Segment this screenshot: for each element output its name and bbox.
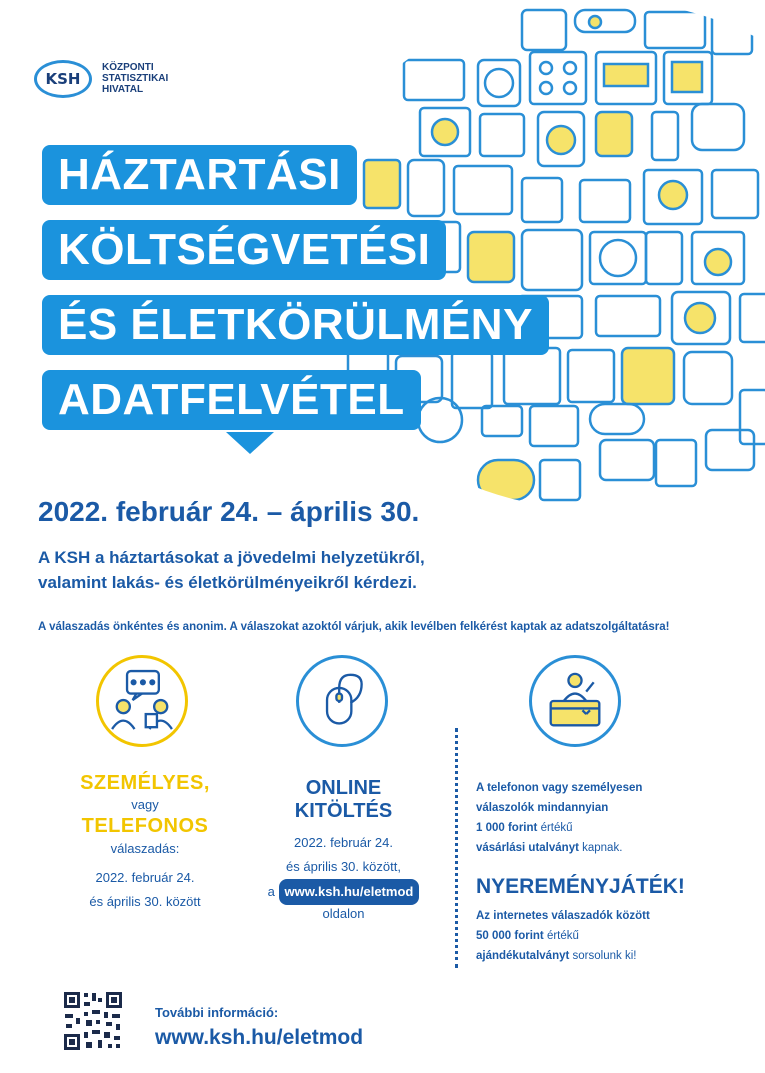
voucher-value-word: értékű	[540, 822, 573, 834]
col1-date-start: 2022. február 24.	[95, 870, 195, 885]
prize-line-1: Az internetes válaszadók között	[476, 910, 650, 922]
url-suffix: oldalon	[322, 906, 365, 921]
voucher-info	[476, 778, 642, 858]
col2-date-start: 2022. február 24.	[293, 835, 394, 850]
col2-date-end: és április 30. között,	[286, 859, 401, 874]
title-line-4: ADATFELVÉTEL	[42, 370, 421, 430]
voucher-amount: 1 000 forint	[476, 822, 538, 834]
more-info-label: További információ:	[155, 1005, 279, 1020]
voluntary-note: A válaszadás önkéntes és anonim. A válaszokat azoktól várjuk, akik levélben felkérést kaptak az adatszolgáltatásra!	[38, 621, 670, 633]
online-url-line	[256, 879, 431, 905]
or-connector: vagy	[131, 797, 159, 812]
online-column	[256, 777, 431, 923]
logo-line-2: STATISZTIKAI	[102, 73, 169, 84]
ksh-logo-mark: KSH	[34, 60, 92, 98]
voucher-receive: kapnak.	[582, 842, 623, 854]
ksh-logo-text	[102, 62, 168, 95]
speech-bubble-tail	[226, 432, 274, 454]
intro-line-2: valamint lakás- és életkörülményeikről kérdezi.	[38, 573, 417, 592]
prize-line-2	[476, 926, 650, 946]
personal-phone-column	[60, 772, 230, 914]
phone-heading: TELEFONOS	[81, 815, 209, 837]
title-line-3: ÉS ÉLETKÖRÜLMÉNY	[42, 295, 549, 355]
mouse-icon	[296, 655, 388, 747]
ksh-logo	[34, 60, 184, 100]
prize-type: ajándékutalványt	[476, 950, 570, 962]
prize-info	[476, 906, 650, 966]
intro-line-1: A KSH a háztartásokat a jövedelmi helyzetükről,	[38, 548, 425, 567]
prize-draw: sorsolunk ki!	[572, 950, 637, 962]
prize-line-3	[476, 946, 650, 966]
voucher-type: vásárlási utalványt	[476, 842, 579, 854]
voucher-line-3	[476, 818, 642, 838]
prize-game-heading: NYEREMÉNYJÁTÉK!	[476, 875, 685, 898]
intro-text	[38, 545, 425, 595]
logo-line-1: KÖZPONTI	[102, 62, 154, 73]
title-line-2: KÖLTSÉGVETÉSI	[42, 220, 446, 280]
more-info-link[interactable]: www.ksh.hu/eletmod	[155, 1026, 364, 1049]
prize-value-word: értékű	[546, 930, 579, 942]
qr-code[interactable]	[62, 990, 124, 1052]
personal-heading: SZEMÉLYES,	[80, 772, 210, 794]
col1-date-end: és április 30. között	[89, 894, 201, 909]
online-survey-link[interactable]: www.ksh.hu/eletmod	[279, 879, 420, 905]
survey-date-range: 2022. február 24. – április 30.	[38, 496, 420, 527]
voucher-line-4	[476, 838, 642, 858]
title-line-1: HÁZTARTÁSI	[42, 145, 357, 205]
online-heading: ONLINE	[305, 777, 382, 799]
url-prefix: a	[267, 884, 275, 899]
prize-amount: 50 000 forint	[476, 930, 544, 942]
dotted-divider	[455, 728, 458, 968]
voucher-line-1: A telefonon vagy személyesen	[476, 782, 643, 794]
gift-voucher-icon	[529, 655, 621, 747]
voucher-line-2: válaszolók mindannyian	[476, 802, 609, 814]
logo-line-3: HIVATAL	[102, 84, 144, 95]
interview-icon	[96, 655, 188, 747]
response-label: válaszadás:	[110, 841, 180, 856]
fill-heading: KITÖLTÉS	[294, 800, 393, 822]
